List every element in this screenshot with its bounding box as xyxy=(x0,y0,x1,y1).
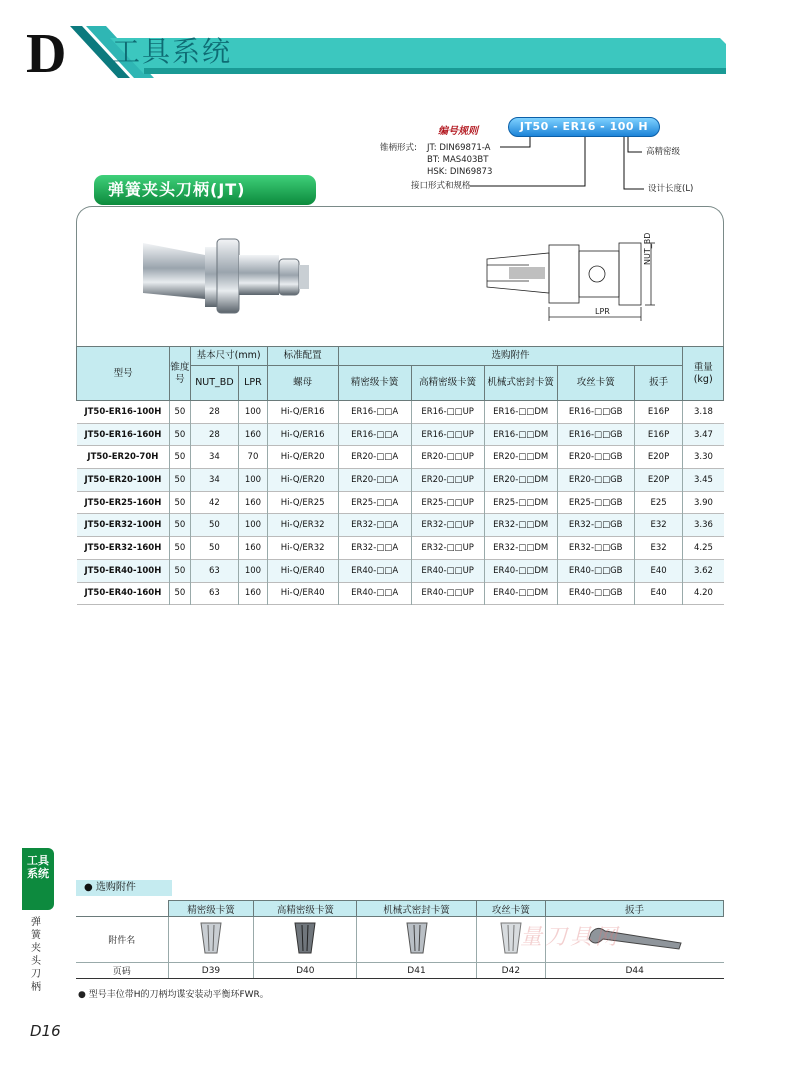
acc-col-0: 精密级卡簧 xyxy=(168,901,254,917)
cell-lpr: 160 xyxy=(239,423,267,446)
cell-precision-collet: ER16-□□A xyxy=(338,401,411,424)
technical-drawing xyxy=(479,221,689,341)
page-title: 工具系统 xyxy=(112,35,233,68)
cell-tapping-collet: ER16-□□GB xyxy=(557,401,634,424)
cell-taper: 50 xyxy=(170,469,190,492)
cell-nut: Hi-Q/ER32 xyxy=(267,537,338,560)
table-row xyxy=(77,582,724,605)
drawing-label-lpr: LPR xyxy=(595,307,610,316)
cell-nut-bd: 63 xyxy=(190,582,239,605)
cell-precision-collet: ER16-□□A xyxy=(338,423,411,446)
cell-precision-collet: ER40-□□A xyxy=(338,559,411,582)
precision-label: 高精密级 xyxy=(646,147,681,157)
acc-page-3: D42 xyxy=(476,963,545,979)
col-standard: 标准配置 xyxy=(267,347,338,366)
cell-taper: 50 xyxy=(170,401,190,424)
acc-col-1: 高精密级卡簧 xyxy=(254,901,357,917)
cell-nut: Hi-Q/ER16 xyxy=(267,401,338,424)
cell-nut-bd: 63 xyxy=(190,559,239,582)
accessories-table xyxy=(76,900,724,979)
cell-nut: Hi-Q/ER32 xyxy=(267,514,338,537)
section-letter: D xyxy=(26,23,67,85)
cell-model: JT50-ER20-70H xyxy=(77,446,170,469)
drawing-label-nut-bd: NUT_BD xyxy=(643,232,652,265)
cell-high-precision-collet: ER40-□□UP xyxy=(411,582,484,605)
table-row xyxy=(77,446,724,469)
collet-image xyxy=(254,917,357,963)
taper-line-hsk: HSK: DIN69873 xyxy=(427,167,493,177)
spec-table xyxy=(76,346,724,605)
cell-nut-bd: 50 xyxy=(190,537,239,560)
cell-taper: 50 xyxy=(170,514,190,537)
cell-lpr: 100 xyxy=(239,559,267,582)
cell-wrench: E40 xyxy=(634,559,683,582)
cell-taper: 50 xyxy=(170,446,190,469)
table-row xyxy=(77,514,724,537)
cell-lpr: 100 xyxy=(239,469,267,492)
cell-nut: Hi-Q/ER40 xyxy=(267,582,338,605)
cell-wrench: E32 xyxy=(634,537,683,560)
bullet-icon: ● xyxy=(84,882,96,893)
cell-tapping-collet: ER25-□□GB xyxy=(557,491,634,514)
cell-mechanical-seal-collet: ER16-□□DM xyxy=(484,401,557,424)
acc-col-2: 机械式密封卡簧 xyxy=(357,901,477,917)
taper-line-bt: BT: MAS403BT xyxy=(427,155,489,165)
side-tab-subtitle: 弹簧夹头刀柄 xyxy=(31,917,41,993)
cell-nut: Hi-Q/ER25 xyxy=(267,491,338,514)
col-high-precision-collet: 高精密级卡簧 xyxy=(411,366,484,401)
table-row xyxy=(77,469,724,492)
cell-weight: 3.90 xyxy=(693,497,713,508)
cell-lpr: 70 xyxy=(239,446,267,469)
cell-lpr: 160 xyxy=(239,491,267,514)
table-row xyxy=(77,491,724,514)
cell-nut-bd: 28 xyxy=(190,423,239,446)
cell-mechanical-seal-collet: ER32-□□DM xyxy=(484,514,557,537)
cell-taper: 50 xyxy=(170,537,190,560)
cell-model: JT50-ER20-100H xyxy=(77,469,170,492)
cell-mechanical-seal-collet: ER20-□□DM xyxy=(484,469,557,492)
col-optional: 选购附件 xyxy=(338,347,683,366)
cell-weight: 3.47 xyxy=(693,429,713,440)
acc-corner xyxy=(76,901,168,917)
cell-high-precision-collet: ER16-□□UP xyxy=(411,401,484,424)
col-nut: 螺母 xyxy=(267,366,338,401)
cell-high-precision-collet: ER25-□□UP xyxy=(411,491,484,514)
coding-rule-code: JT50 - ER16 - 100 H xyxy=(508,117,660,137)
cell-weight: 4.20 xyxy=(693,588,713,599)
col-basic-dims: 基本尺寸(mm) xyxy=(190,347,267,366)
cell-mechanical-seal-collet: ER32-□□DM xyxy=(484,537,557,560)
cell-nut: Hi-Q/ER40 xyxy=(267,559,338,582)
cell-model: JT50-ER32-160H xyxy=(77,537,170,560)
page-number: D16 xyxy=(30,1022,61,1040)
cell-wrench: E25 xyxy=(634,491,683,514)
cell-model: JT50-ER40-160H xyxy=(77,582,170,605)
length-label: 设计长度(L) xyxy=(648,184,694,194)
cell-weight: 3.18 xyxy=(693,406,713,417)
cell-wrench: E16P xyxy=(634,401,683,424)
watermark: 量刀具网 xyxy=(520,925,621,950)
cell-wrench: E20P xyxy=(634,469,683,492)
cell-wrench: E40 xyxy=(634,582,683,605)
cell-mechanical-seal-collet: ER25-□□DM xyxy=(484,491,557,514)
accessories-tag xyxy=(76,880,172,896)
coding-rule-label: 编号规则 xyxy=(438,126,478,137)
acc-page-1: D40 xyxy=(254,963,357,979)
cell-model: JT50-ER32-100H xyxy=(77,514,170,537)
cell-high-precision-collet: ER20-□□UP xyxy=(411,446,484,469)
cell-nut: Hi-Q/ER20 xyxy=(267,446,338,469)
cell-nut-bd: 34 xyxy=(190,446,239,469)
cell-high-precision-collet: ER16-□□UP xyxy=(411,423,484,446)
acc-page-2: D41 xyxy=(357,963,477,979)
cell-wrench: E32 xyxy=(634,514,683,537)
table-row xyxy=(77,401,724,424)
taper-label: 锥柄形式: xyxy=(380,143,417,153)
accessories-tag-label: 选购附件 xyxy=(95,882,136,893)
acc-page-0: D39 xyxy=(168,963,254,979)
cell-wrench: E20P xyxy=(634,446,683,469)
cell-high-precision-collet: ER20-□□UP xyxy=(411,469,484,492)
cell-weight: 3.45 xyxy=(693,474,713,485)
footnote: ● 型号丰位带H的刀柄均谍安装动平衡环FWR。 xyxy=(78,990,269,1000)
cell-model: JT50-ER40-100H xyxy=(77,559,170,582)
cell-lpr: 160 xyxy=(239,537,267,560)
acc-page-4: D44 xyxy=(545,963,723,979)
cell-high-precision-collet: ER32-□□UP xyxy=(411,537,484,560)
collet-image xyxy=(168,917,254,963)
col-lpr: LPR xyxy=(239,366,267,401)
coding-rule-leader-lines xyxy=(0,0,800,200)
acc-page-label: 页码 xyxy=(76,963,168,979)
cell-precision-collet: ER40-□□A xyxy=(338,582,411,605)
cell-model: JT50-ER16-100H xyxy=(77,401,170,424)
cell-model: JT50-ER25-160H xyxy=(77,491,170,514)
cell-nut-bd: 34 xyxy=(190,469,239,492)
cell-tapping-collet: ER20-□□GB xyxy=(557,446,634,469)
table-row xyxy=(77,559,724,582)
cell-tapping-collet: ER32-□□GB xyxy=(557,514,634,537)
cell-taper: 50 xyxy=(170,423,190,446)
cell-tapping-collet: ER40-□□GB xyxy=(557,582,634,605)
collet-image xyxy=(357,917,477,963)
cell-precision-collet: ER32-□□A xyxy=(338,514,411,537)
col-precision-collet: 精密级卡簧 xyxy=(338,366,411,401)
cell-nut: Hi-Q/ER16 xyxy=(267,423,338,446)
acc-row-label: 附件名 xyxy=(76,917,168,963)
cell-weight: 3.36 xyxy=(693,520,713,531)
cell-mechanical-seal-collet: ER16-□□DM xyxy=(484,423,557,446)
col-mechanical-seal-collet: 机械式密封卡簧 xyxy=(484,366,557,401)
cell-mechanical-seal-collet: ER40-□□DM xyxy=(484,559,557,582)
section-title: 弹簧夹头刀柄(JT) xyxy=(94,175,316,205)
cell-nut-bd: 42 xyxy=(190,491,239,514)
cell-taper: 50 xyxy=(170,491,190,514)
cell-weight: 4.25 xyxy=(693,542,713,553)
cell-nut: Hi-Q/ER20 xyxy=(267,469,338,492)
cell-mechanical-seal-collet: ER40-□□DM xyxy=(484,582,557,605)
cell-nut-bd: 28 xyxy=(190,401,239,424)
cell-wrench: E16P xyxy=(634,423,683,446)
cell-lpr: 100 xyxy=(239,401,267,424)
acc-col-3: 攻丝卡簧 xyxy=(476,901,545,917)
cell-lpr: 100 xyxy=(239,514,267,537)
acc-col-4: 扳手 xyxy=(545,901,723,917)
cell-high-precision-collet: ER32-□□UP xyxy=(411,514,484,537)
cell-tapping-collet: ER32-□□GB xyxy=(557,537,634,560)
table-row xyxy=(77,423,724,446)
cell-tapping-collet: ER20-□□GB xyxy=(557,469,634,492)
cell-model: JT50-ER16-160H xyxy=(77,423,170,446)
col-nut-bd: NUT_BD xyxy=(190,366,239,401)
cell-mechanical-seal-collet: ER20-□□DM xyxy=(484,446,557,469)
interface-label: 接口形式和规格 xyxy=(411,181,471,191)
cell-taper: 50 xyxy=(170,559,190,582)
taper-line-jt: JT: DIN69871-A xyxy=(427,143,491,153)
product-panel xyxy=(76,206,724,350)
cell-taper: 50 xyxy=(170,582,190,605)
col-model: 型号 xyxy=(77,347,170,401)
col-weight: 重量(kg) xyxy=(683,347,724,401)
side-tab: 工具系统 xyxy=(22,848,54,910)
cell-precision-collet: ER20-□□A xyxy=(338,446,411,469)
cell-weight: 3.30 xyxy=(693,452,713,463)
cell-tapping-collet: ER16-□□GB xyxy=(557,423,634,446)
cell-precision-collet: ER20-□□A xyxy=(338,469,411,492)
col-wrench: 扳手 xyxy=(634,366,683,401)
cell-high-precision-collet: ER40-□□UP xyxy=(411,559,484,582)
table-row xyxy=(77,537,724,560)
col-taper: 锥度号 xyxy=(170,347,190,401)
cell-lpr: 160 xyxy=(239,582,267,605)
col-tapping-collet: 攻丝卡簧 xyxy=(557,366,634,401)
cell-tapping-collet: ER40-□□GB xyxy=(557,559,634,582)
cell-precision-collet: ER32-□□A xyxy=(338,537,411,560)
tool-holder-photo xyxy=(135,221,335,341)
cell-precision-collet: ER25-□□A xyxy=(338,491,411,514)
cell-weight: 3.62 xyxy=(693,565,713,576)
cell-nut-bd: 50 xyxy=(190,514,239,537)
